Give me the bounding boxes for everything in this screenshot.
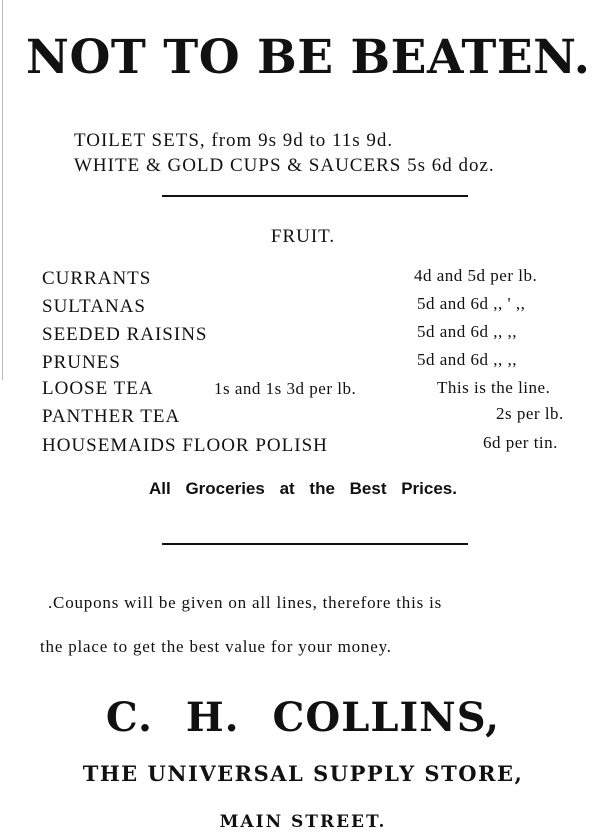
- store-name: C. H. COLLINS,: [105, 694, 501, 741]
- item-panther-tea: PANTHER TEA: [42, 406, 181, 427]
- headline: NOT TO BE BEATEN.: [26, 30, 591, 85]
- fruit-heading: FRUIT.: [270, 226, 336, 247]
- item-floor-polish: HOUSEMAIDS FLOOR POLISH: [42, 435, 328, 456]
- groceries-line: All Groceries at the Best Prices.: [149, 479, 457, 498]
- loose-tea-price: 1s and 1s 3d per lb.: [214, 379, 357, 398]
- item-sultanas: SULTANAS: [42, 296, 146, 317]
- left-margin-rule: [2, 0, 3, 380]
- item-currants: CURRANTS: [42, 268, 152, 289]
- price-prunes: 5d and 6d ,, ,,: [417, 350, 518, 369]
- divider-rule-1: [162, 195, 468, 197]
- store-street: MAIN STREET.: [219, 812, 387, 832]
- item-seeded-raisins: SEEDED RAISINS: [42, 324, 208, 345]
- price-panther-tea: 2s per lb.: [496, 404, 564, 423]
- price-currants: 4d and 5d per lb.: [414, 266, 538, 285]
- item-loose-tea: LOOSE TEA: [42, 378, 154, 399]
- price-sultanas: 5d and 6d ,, ' ,,: [417, 294, 526, 313]
- loose-tea-note: This is the line.: [437, 378, 551, 397]
- cups-saucers-line: WHITE & GOLD CUPS & SAUCERS 5s 6d doz.: [74, 155, 495, 176]
- store-tagline: THE UNIVERSAL SUPPLY STORE,: [82, 761, 524, 786]
- coupon-text-line-2: the place to get the best value for your money.: [40, 637, 392, 656]
- price-floor-polish: 6d per tin.: [483, 433, 558, 452]
- divider-rule-2: [162, 543, 468, 545]
- toilet-sets-line: TOILET SETS, from 9s 9d to 11s 9d.: [74, 130, 394, 151]
- item-prunes: PRUNES: [42, 352, 121, 373]
- coupon-text-line-1: .Coupons will be given on all lines, therefore this is: [48, 593, 443, 612]
- price-seeded-raisins: 5d and 6d ,, ,,: [417, 322, 518, 341]
